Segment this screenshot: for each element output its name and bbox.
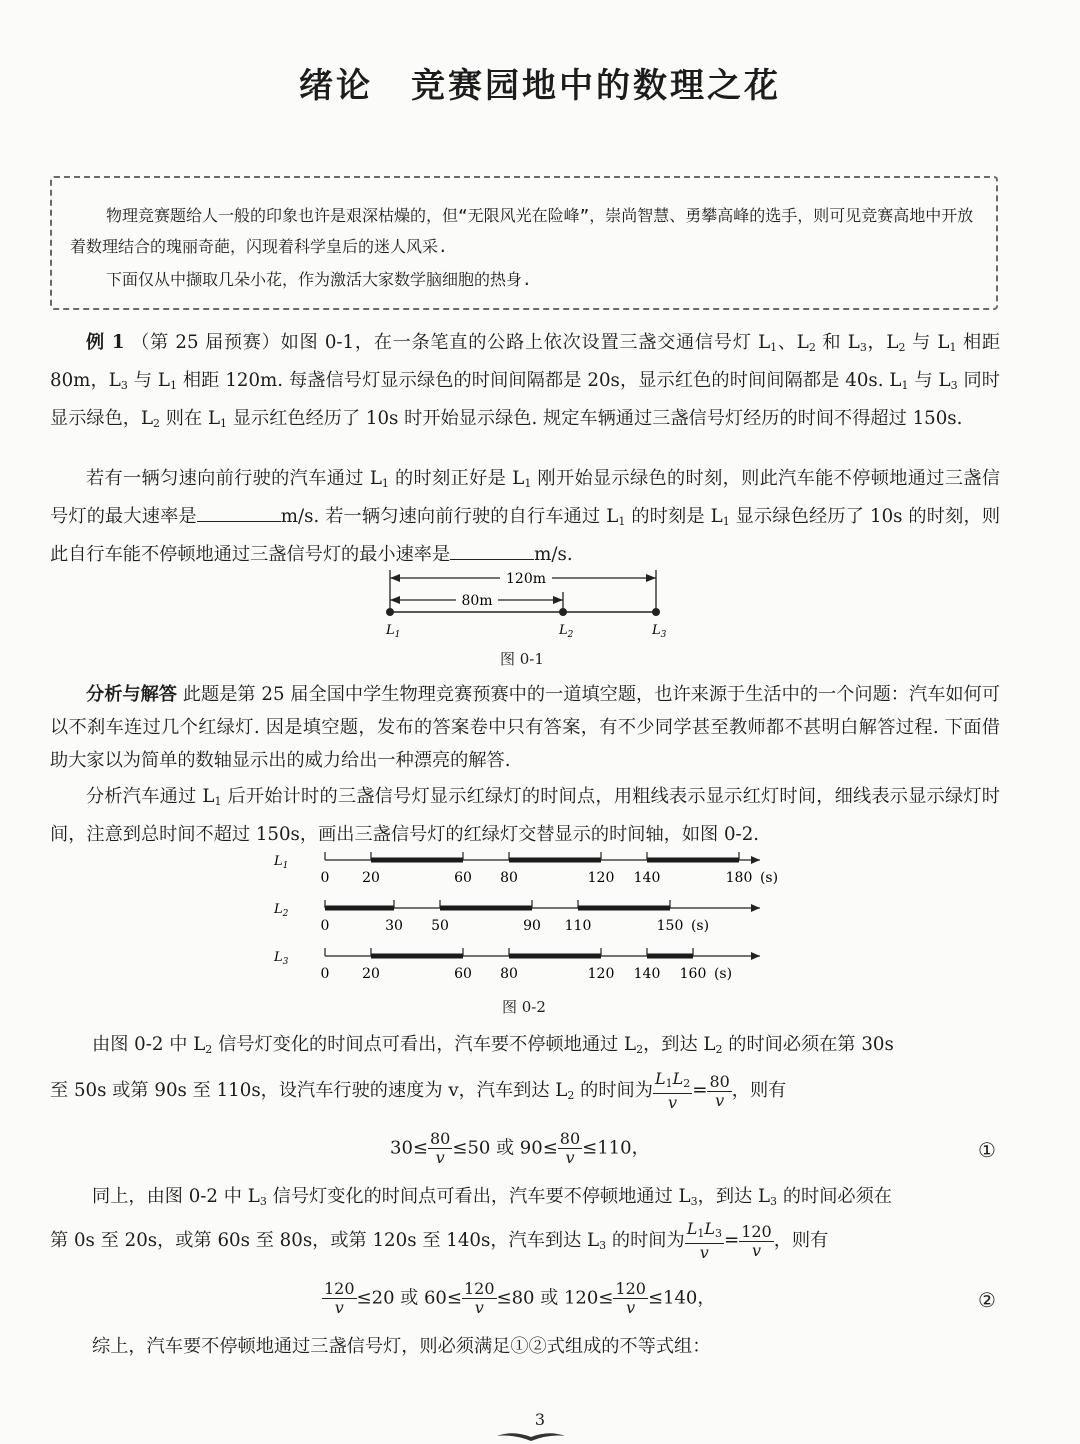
sub: 2	[205, 1043, 213, 1056]
tick-label: 120	[587, 870, 615, 886]
fraction-L1L3-over-v	[685, 1220, 724, 1262]
answer-blank-1[interactable]	[197, 503, 281, 522]
sub: 1	[901, 379, 909, 392]
var: v	[435, 1148, 445, 1167]
var: v	[668, 1093, 678, 1112]
equation-number-1: ①	[978, 1138, 996, 1162]
arrow-head	[390, 596, 400, 604]
text: 的时刻正好是 L	[388, 468, 525, 489]
equation-2	[322, 1280, 715, 1317]
text: ，到达 L	[643, 1034, 716, 1055]
text: 相距 80m，L	[50, 332, 1001, 391]
tick-label: 90	[523, 918, 541, 934]
text: 分析汽车通过 L	[86, 786, 215, 807]
conclusion-line: 综上，汽车要不停顿地通过三盏信号灯，则必须满足①②式组成的不等式组：	[92, 1336, 711, 1357]
red-light-segment	[578, 906, 670, 911]
var: v	[699, 1243, 709, 1262]
text: 、L	[777, 332, 809, 353]
dist-label-short: 80m	[461, 593, 493, 609]
sub: 1	[770, 341, 778, 354]
var: L	[686, 1219, 698, 1238]
sub: 2	[715, 1043, 723, 1056]
num: 120	[463, 1279, 495, 1298]
fraction-80-over-v	[558, 1130, 582, 1167]
var: L	[704, 1219, 715, 1238]
text: 与 L	[127, 370, 170, 391]
example1-question	[50, 462, 1000, 571]
equation-1	[390, 1130, 650, 1167]
tick-label: 80	[500, 966, 518, 982]
red-light-segment	[325, 906, 394, 911]
var: v	[715, 1090, 725, 1110]
figure-0-2	[270, 848, 790, 996]
red-light-segment	[371, 858, 463, 863]
var: v	[474, 1298, 484, 1317]
light-dot	[559, 608, 567, 616]
axis-arrow	[751, 952, 760, 960]
sub: 1	[220, 417, 228, 430]
sub: 3	[259, 1195, 267, 1208]
var: L	[672, 1069, 684, 1088]
text: 的时间必须在	[777, 1186, 892, 1207]
analysis-label: 分析与解答	[86, 684, 177, 705]
red-light-segment	[440, 906, 532, 911]
text: 显示红色经历了 10s 时开始显示绿色. 规定车辆通过三盏信号灯经历的时间不得超过 150s.	[227, 408, 963, 429]
tick-label: 20	[362, 966, 380, 982]
example1-label: 例 1	[86, 332, 125, 353]
sub: 1	[697, 1227, 705, 1240]
text: 后开始计时的三盏信号灯显示红绿灯的时间点，用粗线表示显示红灯时间，细线表示显示绿灯时间，注意到总时间不超过 150s，画出三盏信号灯的红绿灯交替显示的时间轴，如图 0-2.	[50, 786, 1000, 845]
sub: 2	[153, 417, 161, 430]
tick-label: 160	[679, 966, 707, 982]
title-part2: 竞赛园地中的数理之花	[411, 66, 781, 106]
tick-label: 50	[431, 918, 449, 934]
fraction-80-over-v	[707, 1073, 731, 1110]
fraction-120-over-v	[739, 1223, 774, 1260]
title-part1: 绪论	[299, 66, 373, 106]
sub: 1	[949, 341, 957, 354]
dist-label-long: 120m	[506, 571, 546, 587]
arrow-head	[390, 574, 400, 582]
analysis-paragraph-2	[50, 780, 1000, 851]
text: 与 L	[905, 332, 950, 353]
arrow-head	[646, 574, 656, 582]
text: （第 25 届预赛）如图 0-1，在一条笔直的公路上依次设置三盏交通信号灯 L	[131, 332, 771, 353]
tick-label: 110	[564, 918, 592, 934]
example1-statement	[50, 326, 1000, 440]
tick-label: 60	[454, 966, 472, 982]
sub: 1	[722, 515, 730, 528]
text: ，到达 L	[697, 1186, 771, 1207]
red-light-segment	[509, 858, 601, 863]
text: 至 50s 或第 90s 至 110s，设汽车行驶的速度为 v，汽车到达 L	[50, 1080, 568, 1101]
text: 由图 0-2 中 L	[92, 1034, 206, 1055]
analysis-paragraph-1	[50, 678, 1000, 777]
fraction-80-over-v	[428, 1130, 452, 1167]
red-light-segment	[509, 954, 601, 959]
tick-label: 140	[633, 870, 661, 886]
axis-label: $L_2$	[274, 902, 289, 919]
step3-line-2	[50, 1220, 1000, 1265]
figure-0-2-caption: 图 0-2	[502, 998, 546, 1016]
text: 信号灯变化的时间点可看出，汽车要不停顿地通过 L	[266, 1186, 691, 1207]
text: 刚开始显示绿色的时刻，则此汽车能不停顿地通过三盏信号灯的最大速率是	[50, 468, 1000, 527]
figure-0-1-caption: 图 0-1	[500, 650, 544, 668]
text: =	[692, 1080, 708, 1101]
tick-label: 150	[656, 918, 684, 934]
unit-label: (s)	[713, 966, 733, 982]
page-ornament-icon	[495, 1430, 567, 1442]
text: 和 L	[815, 332, 860, 353]
page-title	[0, 58, 1080, 107]
fraction-120-over-v	[462, 1280, 497, 1317]
step3-line-1	[50, 1180, 1000, 1218]
text: 信号灯变化的时间点可看出，汽车要不停顿地通过 L	[212, 1034, 637, 1055]
text: ，L	[866, 332, 899, 353]
sub: 1	[169, 379, 177, 392]
text: ≤80 或 120≤	[496, 1287, 614, 1309]
tick-label: 20	[362, 870, 380, 886]
sub: 3	[599, 1239, 607, 1252]
tick-label: 60	[454, 870, 472, 886]
text: 显示绿色经历了 10s 的时刻，则此自行车能不停顿地通过三盏信号灯的最小速率是	[50, 506, 1001, 565]
text: ，则有	[773, 1230, 829, 1251]
sub: 3	[714, 1227, 722, 1240]
fraction-120-over-v	[322, 1280, 357, 1317]
tick-label: 140	[633, 966, 661, 982]
tick-label: 120	[587, 966, 615, 982]
sub: 1	[214, 795, 222, 808]
text: =	[723, 1230, 740, 1251]
intro-box	[50, 176, 998, 310]
sub: 2	[898, 341, 906, 354]
axis-label: $L_3$	[274, 950, 289, 967]
tick-label: 0	[320, 918, 330, 934]
sub: 3	[859, 341, 867, 354]
intro-paragraph-1: 物理竞赛题给人一般的印象也许是艰深枯燥的，但“无限风光在险峰”，崇尚智慧、勇攀高峰的选手，则可见竞赛高地中开放着数理结合的瑰丽奇葩，闪现着科学皇后的迷人风采.	[70, 206, 974, 256]
text: ≤140，	[647, 1287, 716, 1309]
red-light-segment	[647, 954, 693, 959]
step2-line-1	[50, 1028, 1000, 1066]
intro-paragraph-2: 下面仅从中撷取几朵小花，作为激活大家数学脑细胞的热身.	[106, 270, 532, 289]
num: 80	[559, 1129, 581, 1148]
red-light-segment	[647, 858, 739, 863]
text: 同时显示绿色，L	[50, 370, 1000, 429]
sub: 1	[618, 515, 626, 528]
text: 若有一辆匀速向前行驶的汽车通过 L	[86, 468, 382, 489]
unit-label: (s)	[759, 870, 779, 886]
tick-label: 80	[500, 870, 518, 886]
page-number: 3	[534, 1410, 546, 1429]
num: 120	[324, 1279, 355, 1298]
text: ≤110，	[582, 1137, 650, 1159]
light-dot	[652, 608, 660, 616]
text: ≤50 或 90≤	[452, 1137, 558, 1159]
text: 同上，由图 0-2 中 L	[92, 1186, 260, 1207]
sub: 1	[381, 477, 389, 490]
tick-label: 0	[320, 870, 330, 886]
num: 120	[741, 1221, 772, 1241]
axis-label: $L_1$	[274, 854, 289, 871]
num: 80	[709, 1071, 730, 1091]
text: 的时间为	[574, 1080, 653, 1101]
answer-blank-2[interactable]	[450, 541, 534, 560]
step2-line-2	[50, 1070, 1000, 1115]
text: m/s. 若一辆匀速向前行驶的自行车通过 L	[280, 506, 619, 527]
text: 的时间为	[606, 1230, 685, 1251]
text: 此题是第 25 届全国中学生物理竞赛预赛中的一道填空题，也许来源于生活中的一个问题：汽车如何可以不刹车连过几个红绿灯. 因是填空题，发布的答案卷中只有答案，有不少同学甚至教师都不甚明白解答过程. 下面借助大家以为简单的数轴显示出的威力给出一种漂亮的解答.	[50, 684, 1000, 771]
var: v	[751, 1240, 761, 1260]
sub: 3	[770, 1195, 778, 1208]
sub: 2	[683, 1077, 691, 1090]
var: L	[654, 1069, 666, 1088]
equation-number-2: ②	[978, 1288, 996, 1312]
sub: 3	[950, 379, 958, 392]
sub: 2	[808, 341, 816, 354]
light-label-L3: $L_3$	[652, 623, 667, 640]
axis-arrow	[751, 904, 760, 912]
text: 则在 L	[160, 408, 221, 429]
sub: 1	[524, 477, 532, 490]
sub: 2	[636, 1043, 644, 1056]
sub: 3	[690, 1195, 698, 1208]
fraction-120-over-v	[613, 1280, 648, 1317]
tick-label: 180	[725, 870, 753, 886]
text: ，则有	[731, 1080, 787, 1101]
light-dot	[386, 608, 394, 616]
fraction-L1L2-over-v	[653, 1070, 692, 1112]
text: 与 L	[908, 370, 951, 391]
text: 30≤	[390, 1137, 428, 1159]
axis-arrow	[751, 856, 760, 864]
sub: 1	[665, 1077, 673, 1090]
text: 的时间必须在第 30s	[722, 1034, 894, 1055]
sub: 3	[120, 379, 128, 392]
num: 80	[430, 1129, 451, 1148]
tick-label: 0	[320, 966, 330, 982]
var: v	[334, 1298, 344, 1317]
figure-0-1	[370, 562, 690, 644]
text: 相距 120m. 每盏信号灯显示绿色的时间间隔都是 20s，显示红色的时间间隔都是 40s. L	[176, 370, 902, 391]
num: 120	[615, 1279, 646, 1298]
text: 第 0s 至 20s，或第 60s 至 80s，或第 120s 至 140s，汽车到达 L	[50, 1230, 600, 1251]
sub: 2	[567, 1089, 575, 1102]
text: 的时刻是 L	[625, 506, 723, 527]
unit-label: (s)	[690, 918, 710, 934]
arrow-head	[553, 596, 563, 604]
tick-label: 30	[385, 918, 403, 934]
red-light-segment	[371, 954, 463, 959]
light-label-L1: $L_1$	[386, 623, 401, 640]
text: m/s.	[534, 544, 573, 565]
var: v	[565, 1148, 575, 1167]
var: v	[626, 1298, 636, 1317]
text: ≤20 或 60≤	[356, 1287, 462, 1309]
light-label-L2: $L_2$	[559, 623, 574, 640]
